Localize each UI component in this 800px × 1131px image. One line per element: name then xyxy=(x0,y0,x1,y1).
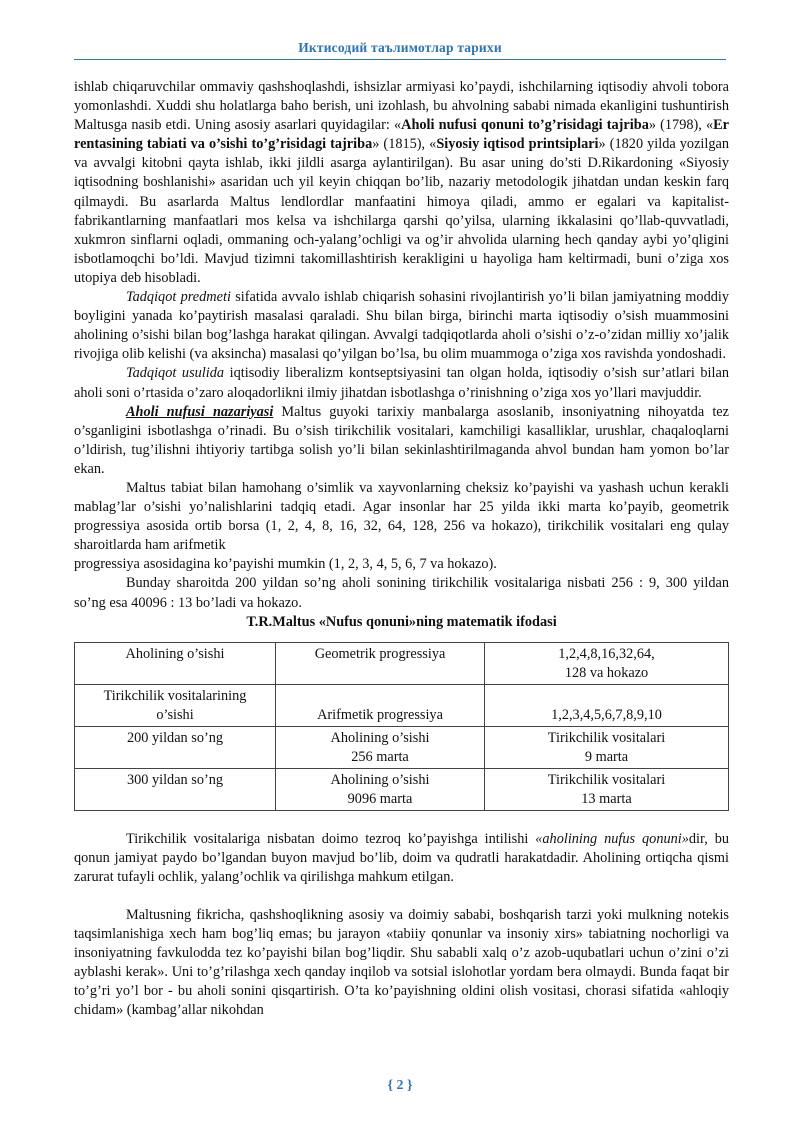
paragraph-7: Tirikchilik vositalariga nisbatan doimo tezroq ko’payishga intilishi «aholining nufus qonuni»dir, bu qonun jamiyat paydo bo’lgandan buyon mavjud bo’lib, doim va qudratli harakatdadir. Aholining ortiqcha qismi zarurat tufayli ochlik, yalang’ochlik va qirilishga mahkum etilgan. xyxy=(74,830,729,885)
table-title: T.R.Maltus «Nufus qonuni»ning matematik ifodasi xyxy=(246,613,557,630)
table-row xyxy=(75,726,729,768)
term-population-law: «aholining nufus qonuni» xyxy=(535,830,689,847)
table-cell: 300 yildan so’ng xyxy=(75,768,276,810)
paragraph-8: Maltusning fikricha, qashshoqlikning asosiy va doimiy sababi, boshqarish tarzi yoki mulkning notekis taqsimlanishiga xech ham bog’liq emas; bu jarayon «tabiiy qonunlar va insoniy xirs» tabiatning nochorligi va insoniyatning favkulodda tez ko’payishi bilan bog’liqdir. Shu sababli xalq o’z azob-uqubatlari uchun o’zini o’zi ayblashi kerak». Uni to’g’rilashga xech qanday inqilob va sotsial islohotlar yordam bera olmaydi. Bunda faqat bir to’g’ri yo’l bor - bu aholi sonini qisqartirish. O’ta ko’payishning oldini olish vositasi, chorasi sifatida «ahloqiy chidam» (kambag’allar nikohdan xyxy=(74,907,729,1019)
work-title-1: Aholi nufusi qonuni to’g’risidagi tajriba xyxy=(401,117,649,134)
paragraph-3: Tadqiqot usulida iqtisodiy liberalizm kontseptsiyasini tan olgan holda, iqtisodiy o’sish sur’atlari bilan aholi soni o’rtasida o’zaro aloqadorlikni ilmiy jihatdan isbotlashga o’rinishning o’ziga xos yo’llari mavjuddir. xyxy=(74,365,729,401)
paragraph-5-continued: progressiya asosidagina ko’payishi mumkin (1, 2, 3, 4, 5, 6, 7 va hokazo). xyxy=(74,556,497,573)
header-divider xyxy=(74,59,726,60)
table-cell: Arifmetik progressiya xyxy=(276,684,485,726)
table-cell: Aholining o’sishi xyxy=(75,642,276,684)
table-cell: 200 yildan so’ng xyxy=(75,726,276,768)
paragraph-1: ishlab chiqaruvchilar ommaviy qashshoqlashdi, ishsizlar armiyasi ko’paydi, ishchilarning iqtisodiy ahvoli tobora yomonlashdi. Xuddi shu holatlarga baho berish, uni izohlash, bu ahvolning sababi nimada ekanligini tushuntirish Maltusga nasib etdi. Uning asosiy asarlari quyidagilar: «Aholi nufusi qonuni to’g’risidagi tajriba» (1798), «Er rentasining tabiati va o’sishi to’g’risidagi tajriba» (1815), «Siyosiy iqtisod printsiplari» (1820 yilda yozilgan va avvalgi kitobni qayta ishlab, ikki jildli asarga aylantirilgan). Bu asar uning do’sti D.Rikardoning «Siyosiy iqtisodning boshlanishi» asaridan uch yil keyin chiqqan bo’lib, nazariy metodologik jihatdan undan keskin farq qilmaydi. Bu asarlarda Maltus lendlordlar manfaatini himoya qiladi, ammo er egalari va kapitalist-fabrikantlarning manfaatlari mos kelsa va ishchilarga qarshi qo’yilsa, ularning ikkalasini qo’llab-quvvatladi, xukmron sinflarni oqladi, ommaning och-yalang’ochligi va og’ir ahvolida ularning hech qanday aybi yo’qligini isbotlamoqchi bo’ldi. Mavjud tizimni takomillashtirish kerakligini u hayoliga ham keltirmadi, buni o’ziga xos utopiya deb hisobladi. xyxy=(74,79,730,286)
table-row xyxy=(75,642,729,684)
paragraph-5: Maltus tabiat bilan hamohang o’simlik va xayvonlarning cheksiz ko’payishi va yashash uchun kerakli mablag’lar o’sishi yo’nalishlarini tadqiq etadi. Agar insonlar har 25 yilda ikki marta ko’payib, geometrik progressiya asosida ortib borsa (1, 2, 4, 8, 16, 32, 64, 128, 256 va hokazo), tirikchilik vositalari eng qulay sharoitlarda ham arifmetik xyxy=(74,479,729,554)
running-header: Иктисодий таълимотлар тарихи xyxy=(298,40,502,55)
work-title-3: Siyosiy iqtisod printsiplari xyxy=(436,136,599,153)
paragraph-6: Bunday sharoitda 200 yildan so’ng aholi sonining tirikchilik vositalariga nisbati 256 : 9, 300 yildan so’ng esa 40096 : 13 bo’ladi va hokazo. xyxy=(74,575,729,611)
table-cell: Tirikchilik vositalari 9 marta xyxy=(485,726,729,768)
page-number: { 2 } xyxy=(387,1078,413,1093)
table-cell: Aholining o’sishi 9096 marta xyxy=(276,768,485,810)
table-row xyxy=(75,768,729,810)
table-cell: Aholining o’sishi 256 marta xyxy=(276,726,485,768)
table-cell: 1,2,3,4,5,6,7,8,9,10 xyxy=(485,684,729,726)
table-cell: 1,2,4,8,16,32,64, 128 va hokazo xyxy=(485,642,729,684)
document-body xyxy=(74,78,729,1021)
table-cell: Tirikchilik vositalarining o’sishi xyxy=(75,684,276,726)
paragraph-2: Tadqiqot predmeti sifatida avvalo ishlab chiqarish sohasini rivojlantirish yo’li bilan jamiyatning moddiy boyligini yanada ko’paytirish masalasi qaraladi. Shu bilan birga, birinchi marta iqtisodiy o’sish muammosini aholining o’sishi bilan bog’lashga harakat qilingan. Avvalgi tadqiqotlarda aholi o’sishi o’z-o’zidan milliy xo’jalik rivojiga olib kelishi (va aksincha) masalasi qo’yilgan bo’lsa, bu olim muammoga o’ziga xos ravishda yondoshadi. xyxy=(74,289,729,363)
term-population-theory: Aholi nufusi nazariyasi xyxy=(126,403,274,420)
work-title-2: Er rentasining tabiati va o’sishi to’g’risidagi tajriba xyxy=(74,117,730,153)
maltus-law-table xyxy=(74,642,729,811)
table-cell: Tirikchilik vositalari 13 marta xyxy=(485,768,729,810)
term-subject: Tadqiqot predmeti xyxy=(126,289,231,306)
term-method: Tadqiqot usulida xyxy=(126,365,225,382)
paragraph-4: Aholi nufusi nazariyasi Maltus guyoki tarixiy manbalarga asoslanib, insoniyatning nihoyatda tez o’sganligini isbotlashga o’rinadi. Bu o’sish tirikchilik vositalari, kamchiligi kasalliklar, urushlar, chaqaloqlarni o’ldirish, tug’ilishni ihtiyoriy tartibga solish yo’li bilan sekinlashtirilmaganda ahvol bundan ham yomon bo’lar ekan. xyxy=(74,403,729,477)
table-row xyxy=(75,684,729,726)
table-cell: Geometrik progressiya xyxy=(276,642,485,684)
